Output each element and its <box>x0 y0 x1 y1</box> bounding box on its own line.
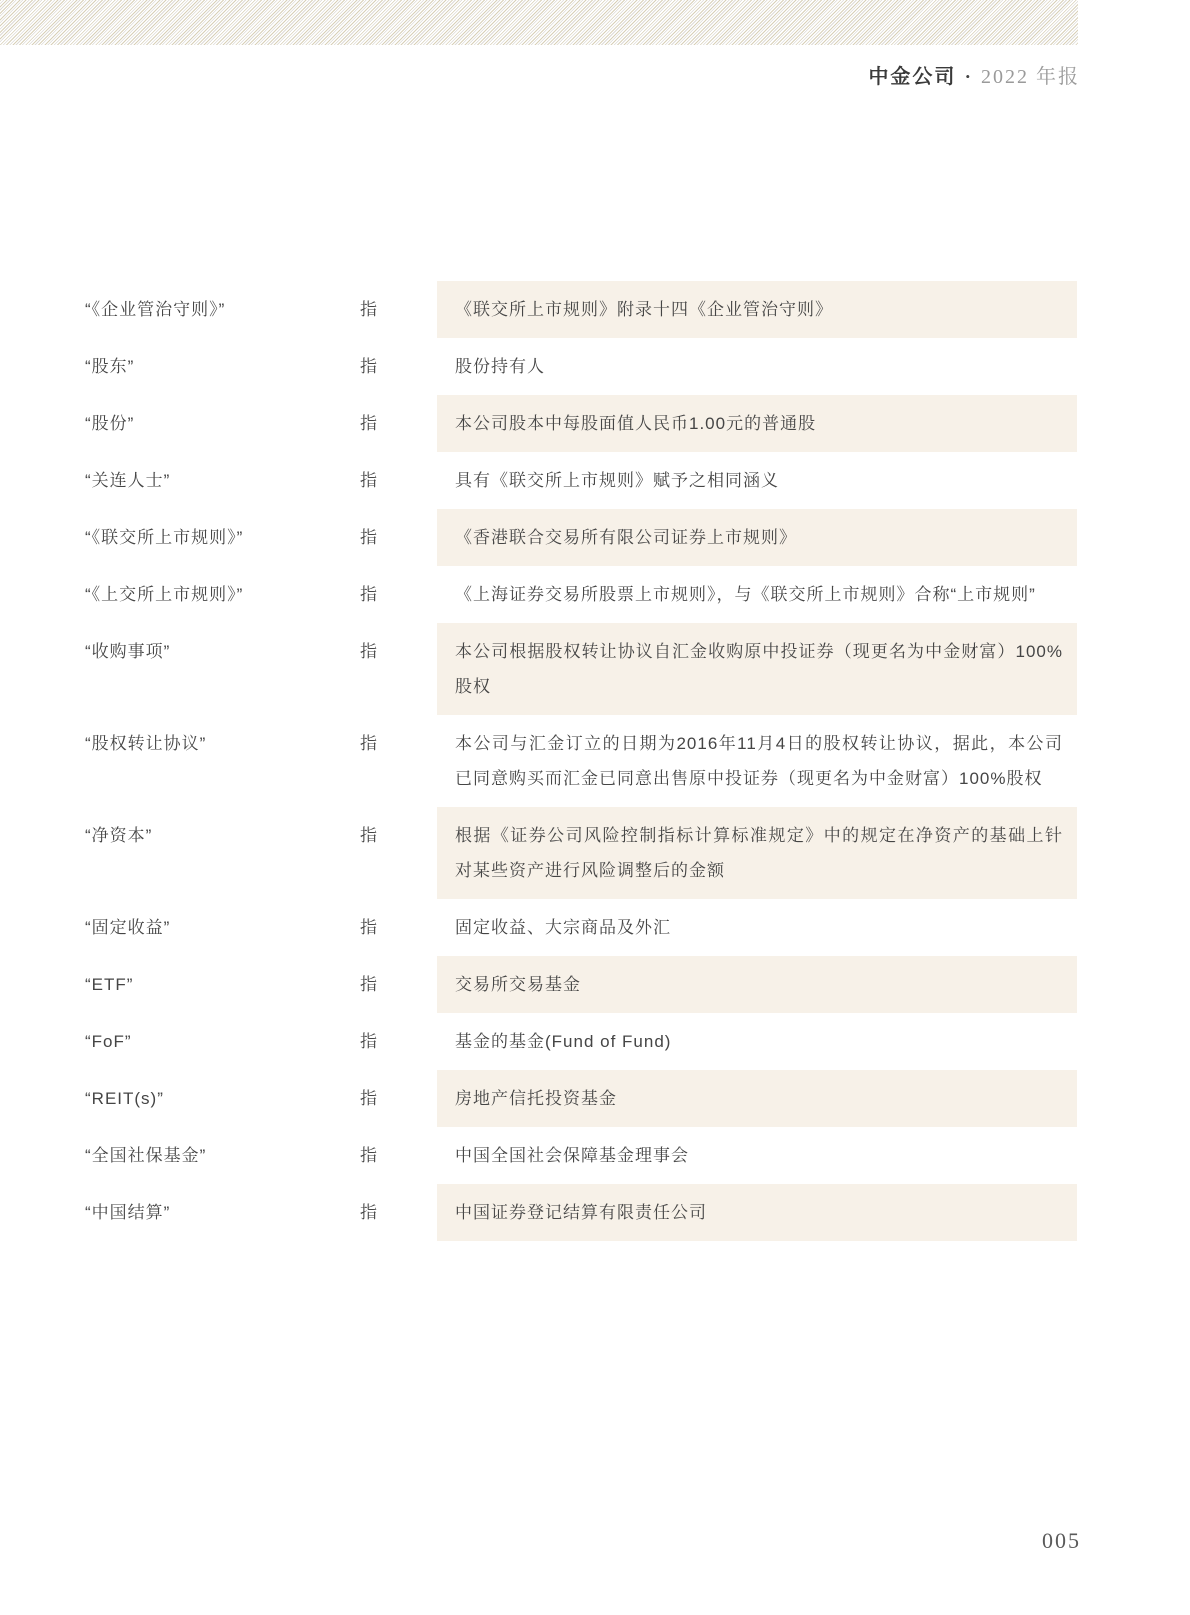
glossary-row-4 <box>85 452 1077 509</box>
glossary-definition: 中国全国社会保障基金理事会 <box>455 1146 689 1165</box>
glossary-term: “固定收益” <box>85 918 171 937</box>
glossary-connector: 指 <box>360 918 378 937</box>
glossary-definition: 交易所交易基金 <box>437 956 1077 1013</box>
glossary-row-6 <box>85 566 1077 623</box>
glossary-term: “FoF” <box>85 1032 132 1051</box>
glossary-row-11 <box>85 956 1077 1013</box>
glossary-row-9 <box>85 807 1077 899</box>
glossary-connector: 指 <box>360 300 378 319</box>
glossary-connector: 指 <box>360 585 378 604</box>
glossary-term: “中国结算” <box>85 1203 171 1222</box>
glossary-connector: 指 <box>360 1089 378 1108</box>
glossary-definition: 中国证券登记结算有限责任公司 <box>437 1184 1077 1241</box>
glossary-connector: 指 <box>360 1032 378 1051</box>
glossary-term: “净资本” <box>85 826 153 845</box>
glossary-row-10 <box>85 899 1077 956</box>
glossary-term: “全国社保基金” <box>85 1146 207 1165</box>
page-number: 005 <box>1042 1528 1081 1553</box>
glossary-term: “《上交所上市规则》” <box>85 585 244 604</box>
glossary-row-13 <box>85 1070 1077 1127</box>
glossary-term: “股份” <box>85 414 135 433</box>
glossary-term: “股东” <box>85 357 135 376</box>
bullet-separator-icon: • <box>965 69 972 84</box>
glossary-row-1 <box>85 281 1077 338</box>
glossary-connector: 指 <box>360 414 378 433</box>
glossary-definition: 房地产信托投资基金 <box>437 1070 1077 1127</box>
glossary-term: “REIT(s)” <box>85 1089 164 1108</box>
header-hatch-pattern <box>0 0 1078 45</box>
glossary-definition: 本公司股本中每股面值人民币1.00元的普通股 <box>437 395 1077 452</box>
glossary-term: “收购事项” <box>85 642 171 661</box>
glossary-connector: 指 <box>360 471 378 490</box>
report-edition: 2022 年报 <box>981 66 1080 88</box>
glossary-term: “股权转让协议” <box>85 734 207 753</box>
glossary-row-3 <box>85 395 1077 452</box>
company-name: 中金公司 <box>868 66 957 88</box>
glossary-row-15 <box>85 1184 1077 1241</box>
glossary-row-2 <box>85 338 1077 395</box>
glossary-connector: 指 <box>360 1146 378 1165</box>
glossary-definition: 《香港联合交易所有限公司证券上市规则》 <box>437 509 1077 566</box>
glossary-row-5 <box>85 509 1077 566</box>
glossary-connector: 指 <box>360 826 378 845</box>
glossary-connector: 指 <box>360 1203 378 1222</box>
glossary-definition: 基金的基金(Fund of Fund) <box>455 1032 672 1051</box>
glossary-row-14 <box>85 1127 1077 1184</box>
glossary-term: “《联交所上市规则》” <box>85 528 244 547</box>
glossary-definition: 《上海证券交易所股票上市规则》，与《联交所上市规则》合称“上市规则” <box>455 585 1036 604</box>
glossary-connector: 指 <box>360 642 378 661</box>
glossary-definition: 固定收益、大宗商品及外汇 <box>455 918 671 937</box>
glossary-row-12 <box>85 1013 1077 1070</box>
glossary-connector: 指 <box>360 734 378 753</box>
glossary-term: “《企业管治守则》” <box>85 300 226 319</box>
glossary-definition: 《联交所上市规则》附录十四《企业管治守则》 <box>437 281 1077 338</box>
glossary-term: “ETF” <box>85 975 134 994</box>
glossary-row-8 <box>85 715 1077 807</box>
glossary-definition: 具有《联交所上市规则》赋予之相同涵义 <box>455 471 779 490</box>
glossary-connector: 指 <box>360 528 378 547</box>
glossary-term: “关连人士” <box>85 471 171 490</box>
glossary-connector: 指 <box>360 357 378 376</box>
glossary-definition: 根据《证券公司风险控制指标计算标准规定》中的规定在净资产的基础上针对某些资产进行风险调整后的金额 <box>437 807 1077 899</box>
glossary-row-7 <box>85 623 1077 715</box>
glossary-definition: 本公司根据股权转让协议自汇金收购原中投证券（现更名为中金财富）100%股权 <box>437 623 1077 715</box>
glossary-definition: 股份持有人 <box>455 357 545 376</box>
glossary-definition: 本公司与汇金订立的日期为2016年11月4日的股权转让协议，据此，本公司已同意购买而汇金已同意出售原中投证券（现更名为中金财富）100%股权 <box>455 734 1063 788</box>
report-header <box>868 60 1080 89</box>
definitions-table <box>85 281 1077 1241</box>
glossary-connector: 指 <box>360 975 378 994</box>
